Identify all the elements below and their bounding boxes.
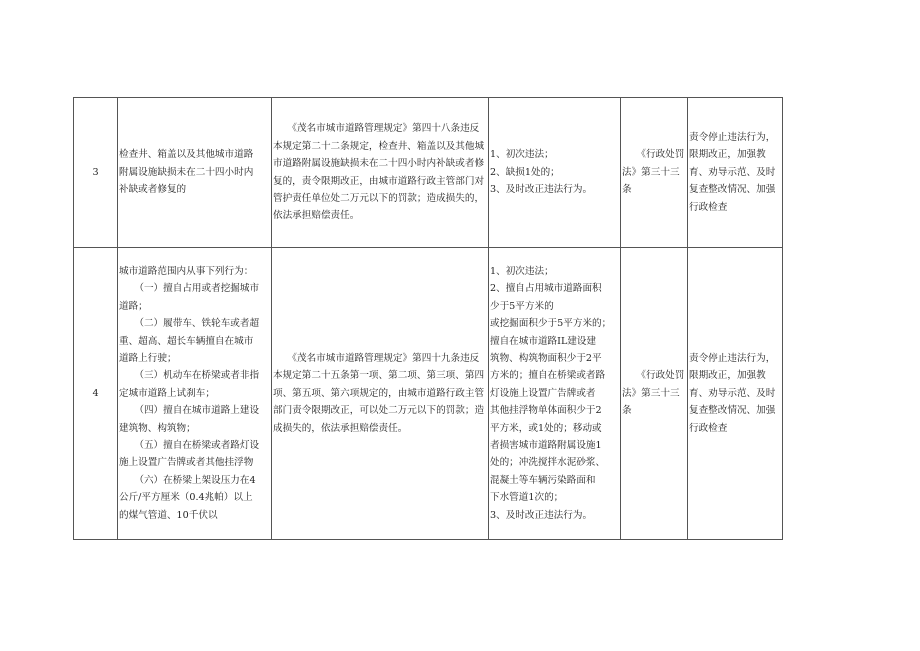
row-number: 3 [74,98,118,248]
matter-line: 定城市道路上试刹车； [119,387,215,399]
matter-line: 的煤气管道、10千伏以 [119,509,218,521]
circumstance-line: 擅自在城市道路IL建设建 [490,335,597,347]
matter-line: （一）擅自占用或者挖掘城市 [134,283,260,295]
circumstance-cell [489,98,621,248]
circumstance-line: 处的；冲洗搅拌水泥砂浆、 [490,457,606,469]
circumstance-line: 1、初次违法； [490,149,554,161]
violation-matter-cell [118,98,272,248]
measure-cell: 责令停止违法行为，限期改正，加强教育、劝导示范、及时复查整改情况、加强行政检查 [688,98,783,248]
circumstance-line: 筑物、构筑物面积少于2平 [490,352,602,364]
circumstance-line: 2、缺损1处的； [490,166,560,178]
matter-line: 附属设施缺损未在二十四小时内 [119,166,254,178]
circumstance-line: 3、及时改正违法行为。 [490,509,593,521]
circumstance-line: 平方米，或1处的；移动或 [490,422,602,434]
violation-matter-cell [118,248,272,540]
legal-basis-cell: 《茂名市城市道路管理规定》第四十八条违反本规定第二十二条规定，检查井、箱盖以及其他城市道路附属设施缺损未在二十四小时内补缺或者修复的，责令限期改正，由城市道路行政主管部门对管护责任单位处二万元以下的罚款；造成损失的，依法承担赔偿责任。 [272,98,489,248]
matter-line: 城市道路范围内从事下列行为： [119,265,254,277]
table-row [74,98,783,248]
circumstance-line: 灯设施上设置广告牌或者 [490,387,596,399]
matter-line: （二）履带车、铁轮车或者超 [134,318,260,330]
circumstance-line: 混凝土等车辆污染路面和 [490,474,596,486]
matter-line: 补缺或者修复的 [119,184,187,196]
circumstance-line: 方米的；擅自在桥梁或者路 [490,370,606,382]
matter-line: 重、超高、超长车辆擅自在城市 [119,335,254,347]
matter-line: 施上设置广告牌或者其他挂浮物 [119,457,254,469]
circumstance-line: 少于5平方米的 [490,300,554,312]
matter-line: 道路上行驶； [119,352,177,364]
legal-basis-cell: 《茂名市城市道路管理规定》第四十九条违反本规定第二十五条第一项、第二项、第三项、第四项、第五项、第六项规定的，由城市道路行政主管部门责令限期改正，可以处二万元以下的罚款；造成损失的，依法承担赔偿责任。 [272,248,489,540]
matter-line: 建筑物、构筑物； [119,422,196,434]
table-row [74,248,783,540]
matter-line: （五）擅自在桥梁或者路灯设 [134,440,260,452]
row-number: 4 [74,248,118,540]
matter-line: （六）在桥梁上架设压力在4 [134,474,256,486]
matter-line: （三）机动车在桥梁或者非指 [134,370,260,382]
matter-line: （四）擅自在城市道路上建设 [134,405,260,417]
circumstance-line: 下水管道1次的； [490,492,564,504]
matter-line: 检查井、箱盖以及其他城市道路 [119,149,254,161]
circumstance-line: 3、及时改正违法行为。 [490,184,593,196]
penalty-law-cell: 《行政处罚法》第三十三条 [621,248,688,540]
penalty-law-cell: 《行政处罚法》第三十三条 [621,98,688,248]
matter-line: 道路； [119,300,148,312]
circumstance-line: 2、擅自占用城市道路面积 [490,283,602,295]
measure-cell: 责令停止违法行为，限期改正，加强教育、劝导示范、及时复查整改情况、加强行政检查 [688,248,783,540]
circumstance-line: 1、初次违法； [490,265,554,277]
circumstance-line: 者损害城市道路附属设施1 [490,440,602,452]
circumstance-line: 或挖掘面积少于5平方米的； [490,318,612,330]
circumstance-line: 其他挂浮物单体面积少于2 [490,405,602,417]
circumstance-cell [489,248,621,540]
matter-line: 公斤/平方厘米（0.4兆帕）以上 [119,492,253,504]
enforcement-table [73,97,783,540]
